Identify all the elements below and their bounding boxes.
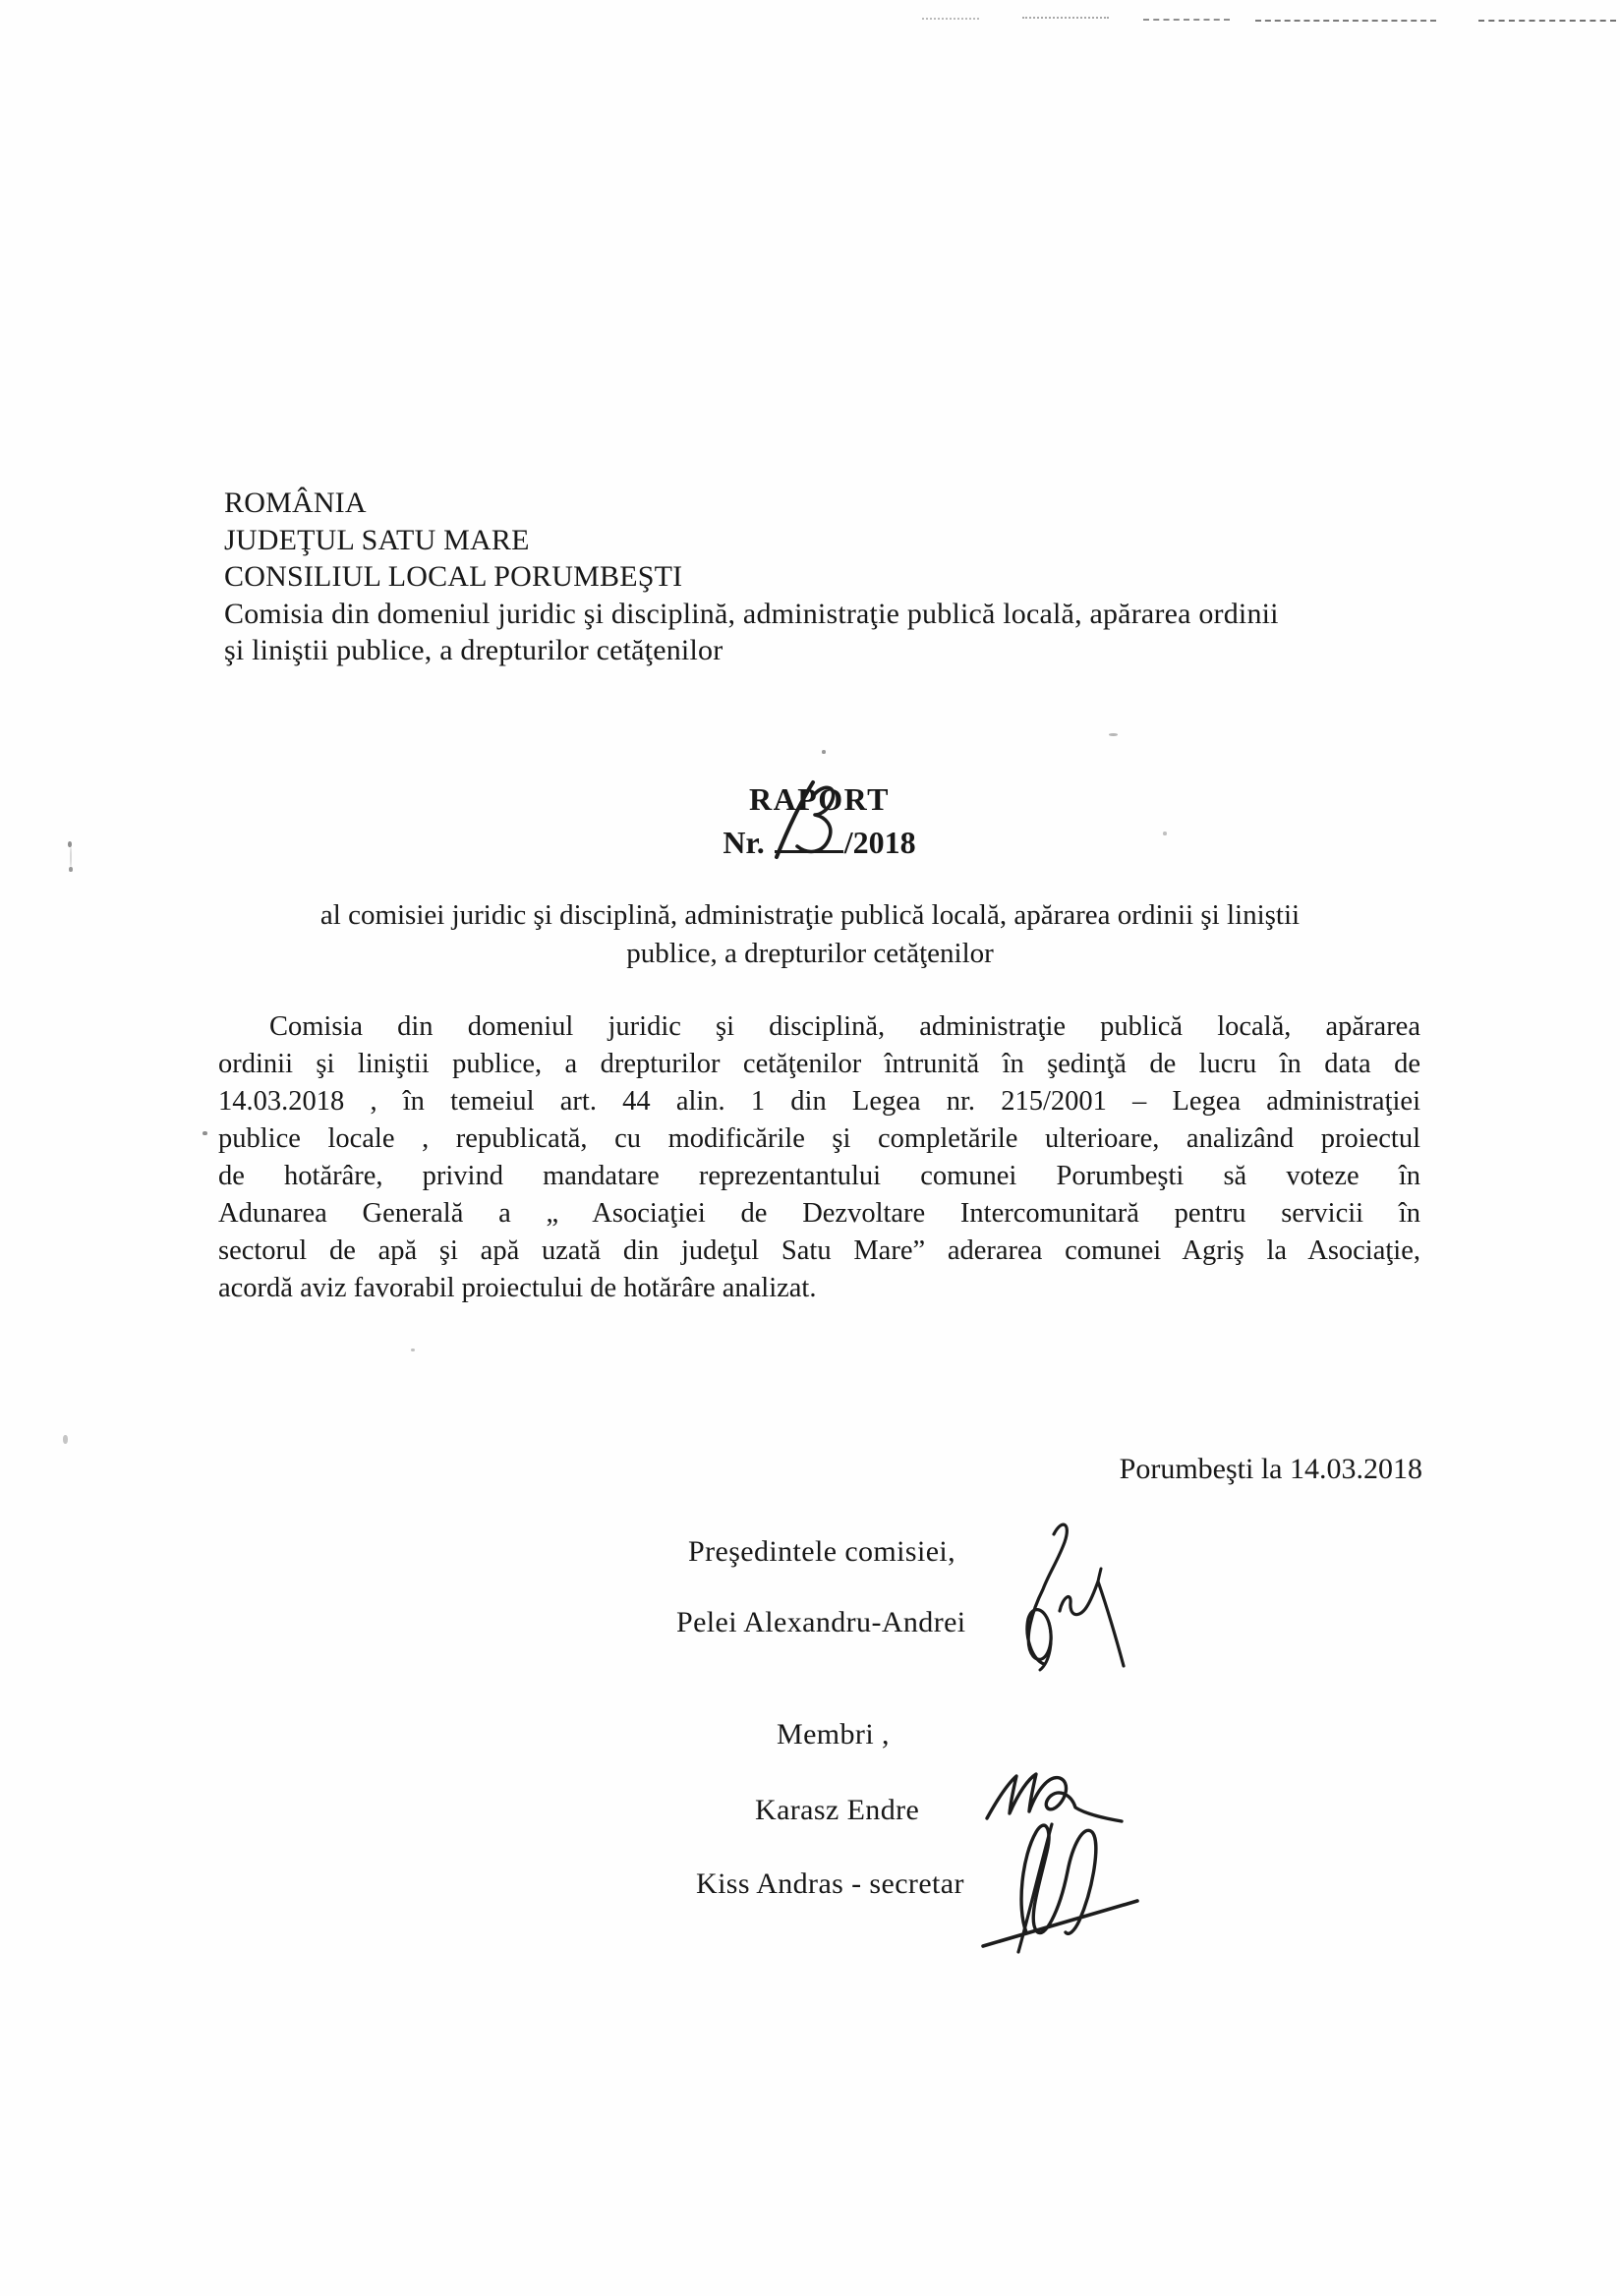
scan-dash-mark [1143, 19, 1230, 21]
scan-dash-mark [1255, 20, 1436, 22]
member1-name: Karasz Endre [755, 1794, 920, 1826]
body-line: publice locale , republicată, cu modificările şi completările ulterioare, analizând proiectul [218, 1123, 1420, 1154]
letterhead-commission-line2: şi liniştii publice, a drepturilor cetăţenilor [224, 634, 723, 666]
member2-name: Kiss Andras - secretar [696, 1867, 964, 1900]
scan-speck [202, 1131, 207, 1135]
report-number-prefix: Nr. [723, 825, 765, 860]
scan-speck [63, 1435, 68, 1444]
scan-dash-mark [1022, 17, 1109, 19]
title-block [218, 783, 1420, 859]
member2-signature-icon [975, 1816, 1144, 1954]
body-line: 14.03.2018 , în temeiul art. 44 alin. 1 din Legea nr. 215/2001 – Legea administraţiei [218, 1086, 1420, 1117]
president-name: Pelei Alexandru-Andrei [676, 1606, 966, 1638]
scan-speck [411, 1349, 415, 1351]
report-number-line [218, 826, 1420, 859]
scan-speck [822, 750, 826, 754]
scan-speck [1109, 733, 1118, 736]
letterhead [224, 485, 1279, 669]
report-subtitle-line2: publice, a drepturilor cetăţenilor [626, 938, 994, 969]
body-line: Comisia din domeniul juridic şi disciplină, administraţie publică locală, apărarea [269, 1011, 1420, 1042]
report-body [218, 1008, 1420, 1307]
scan-speck [70, 847, 72, 867]
body-line: ordinii şi liniştii publice, a drepturilor cetăţenilor întrunită în şedinţă de lucru în data de [218, 1049, 1420, 1079]
body-line: acordă aviz favorabil proiectului de hotărâre analizat. [218, 1273, 817, 1303]
body-line: sectorul de apă şi apă uzată din judeţul Satu Mare” aderarea comunei Agriş la Asociaţie, [218, 1235, 1420, 1266]
report-subtitle-line1: al comisiei juridic şi disciplină, administraţie publică locală, apărarea ordinii şi liniştii [319, 899, 1301, 931]
scan-dash-mark [922, 18, 979, 20]
place-date-line: Porumbeşti la 14.03.2018 [1119, 1453, 1422, 1485]
letterhead-council: CONSILIUL LOCAL PORUMBEŞTI [224, 560, 683, 593]
handwritten-report-number [775, 845, 843, 853]
report-subtitle [191, 896, 1429, 973]
report-title: RAPORT [749, 781, 890, 817]
president-signature-icon [1003, 1517, 1130, 1672]
body-line: Adunarea Generală a „ Asociaţiei de Dezvoltare Intercomunitară pentru servicii în [218, 1198, 1420, 1229]
members-label: Membri , [777, 1718, 890, 1751]
scan-dash-mark [1478, 20, 1616, 22]
letterhead-commission-line1: Comisia din domeniul juridic şi disciplină, administraţie publică locală, apărarea ordinii [224, 597, 1279, 630]
body-line: de hotărâre, privind mandatare reprezentantului comunei Porumbeşti să voteze în [218, 1161, 1420, 1191]
letterhead-county: JUDEŢUL SATU MARE [224, 523, 530, 556]
scan-speck [69, 867, 73, 872]
handwritten-13-icon [769, 776, 851, 863]
president-title-label: Preşedintele comisiei, [688, 1535, 956, 1568]
letterhead-country: ROMÂNIA [224, 487, 367, 519]
report-number-suffix: /2018 [843, 825, 916, 860]
